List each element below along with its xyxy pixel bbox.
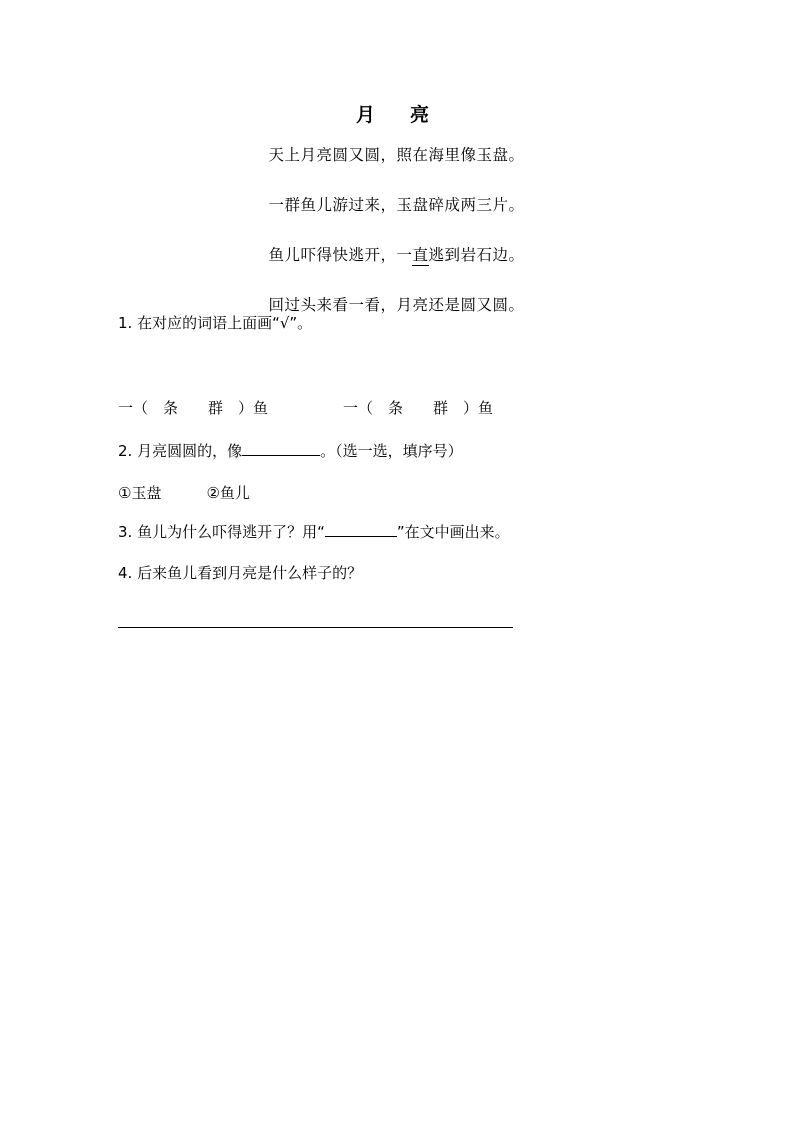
spacer [118, 503, 678, 521]
poem-line [0, 143, 793, 165]
question-4-answer-line[interactable] [118, 627, 513, 628]
question-1-choice-left[interactable]: 一（ 条 群 ）鱼 [118, 399, 269, 418]
question-3-text-before: 3. 鱼儿为什么吓得逃开了？用“ [118, 522, 325, 541]
poem-line-text: 回过头来看一看，月亮还是圆又圆。 [268, 296, 525, 314]
question-1-choices [118, 397, 678, 418]
question-2-answer-blank[interactable] [242, 455, 320, 456]
question-2-options[interactable]: ①玉盘 ②鱼儿 [118, 483, 250, 502]
choice-separator [268, 399, 343, 417]
question-2-prompt [118, 440, 678, 463]
spacer [118, 464, 678, 482]
question-2-text-before: 2. 月亮圆圆的，像 [118, 442, 243, 461]
question-4-prompt: 4. 后来鱼儿看到月亮是什么样子的？ [118, 563, 363, 582]
question-1-choice-right[interactable]: 一（ 条 群 ）鱼 [343, 399, 494, 418]
poem-line [0, 243, 793, 265]
question-3-answer-blank[interactable] [325, 536, 397, 537]
poem-line [0, 193, 793, 215]
spacer [118, 544, 678, 562]
questions-block [118, 312, 678, 585]
spacer [118, 418, 678, 440]
question-1-prompt: 1. 在对应的词语上面画“√”。 [118, 314, 313, 332]
page-title: 月 亮 [355, 104, 437, 126]
poem-line-text: 一群鱼儿游过来，玉盘碎成两三片。 [268, 196, 525, 214]
question-2-text-after: 。（选一选，填序号） [320, 442, 463, 461]
poem-line-text: 鱼儿吓得快逃开，一 [268, 246, 413, 264]
spacer [118, 335, 678, 397]
poem-line-text-tail: 逃到岩石边。 [428, 246, 525, 264]
poem-underlined-word: 直 [412, 246, 429, 264]
question-3-prompt [118, 521, 678, 544]
question-3-text-after: ”在文中画出来。 [396, 522, 510, 541]
poem-line-text: 天上月亮圆又圆，照在海里像玉盘。 [268, 146, 525, 164]
